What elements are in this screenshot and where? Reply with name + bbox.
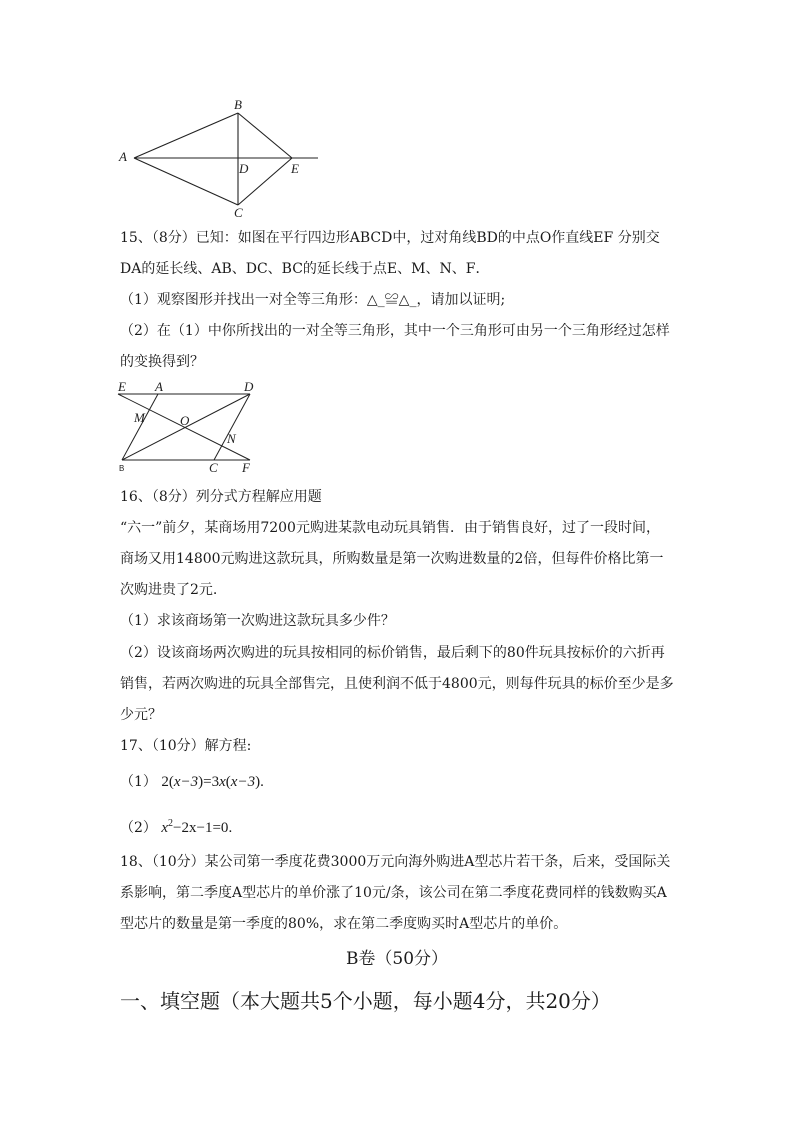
q18-line1: 18、（10分）某公司第一季度花费3000万元向海外购进A型芯片若干条，后来，受国际关 (120, 854, 671, 870)
q16-part2-line2: 销售，若两次购进的玩具全部售完，且使利润不低于4800元，则每件玩具的标价至少是多 (120, 676, 674, 692)
eq2-rest: −2x−1=0 (173, 820, 229, 836)
eq2-exp: 2 (168, 818, 174, 829)
label-O: O (180, 413, 190, 428)
segment-AB (134, 113, 238, 158)
q15-part1: （1）观察图形并找出一对全等三角形：△_≌△_，请加以证明; (120, 292, 506, 308)
label-C: C (234, 205, 243, 220)
label-C: C (209, 460, 218, 475)
segment-AC (134, 158, 238, 205)
label-E: E (291, 161, 299, 176)
label-B: B (119, 464, 125, 473)
section-b-heading: B卷（50分） (345, 949, 449, 969)
label-D: D (239, 161, 249, 176)
eq1-inner: x−3 (173, 774, 199, 790)
segment-AB (122, 394, 158, 460)
q15-line1: 15、（8分）已知：如图在平行四边形ABCD中，过对角线BD的中点O作直线EF 分别交 (120, 230, 660, 246)
section-one-heading: 一、填空题（本大题共5个小题，每小题4分，共20分） (120, 989, 611, 1013)
eq1-var: x (219, 774, 226, 790)
q18-line3: 型芯片的数量是第一季度的80%，求在第二季度购买时A型芯片的单价。 (120, 916, 568, 932)
label-B: B (234, 97, 242, 112)
q16-part2-line1: （2）设该商场两次购进的玩具按相同的标价销售，最后剩下的80件玩具按标价的六折再 (120, 645, 665, 661)
figure-kite (110, 95, 330, 220)
q17-part1-label: （1） (120, 774, 157, 790)
label-D: D (244, 380, 254, 394)
segment-DC (214, 394, 250, 460)
label-A: A (119, 149, 127, 164)
q16-line2: 商场又用14800元购进这款玩具，所购数量是第一次购进数量的2倍，但每件价格比第一 (120, 551, 664, 567)
q17-part2 (120, 814, 680, 838)
q16-line3: 次购进贵了2元. (120, 582, 218, 598)
figure-parallelogram (110, 380, 270, 475)
eq1-inner2: x−3 (230, 774, 256, 790)
q17-equation-1: 2(x−3)=3x(x−3). (161, 774, 264, 790)
label-E: E (118, 380, 126, 394)
q16-line1: “六一”前夕，某商场用7200元购进某款电动玩具销售．由于销售良好，过了一段时间， (120, 520, 660, 536)
q17-equation-2: $x^2-2x-1=0$. (161, 818, 233, 836)
q16-title: 16、（8分）列分式方程解应用题 (120, 489, 322, 505)
eq2-var: x (161, 820, 169, 836)
segment-BE (238, 113, 292, 158)
q15-part2-line2: 的变换得到？ (120, 354, 204, 370)
label-M: M (134, 410, 145, 425)
q16-part2-line3: 少元？ (120, 707, 162, 723)
q15-part2-line1: （2）在（1）中你所找出的一对全等三角形，其中一个三角形可由另一个三角形经过怎样 (120, 323, 670, 339)
q17-part2-label: （2） (120, 820, 157, 836)
q18-line2: 系影响，第二季度A型芯片的单价涨了10元/条，该公司在第二季度花费同样的钱数购买A (120, 885, 667, 901)
q15-line2: DA的延长线、AB、DC、BC的延长线于点E、M、N、F． (120, 261, 490, 277)
label-F: F (242, 460, 250, 475)
q17-part1 (120, 772, 680, 792)
q16-part1: （1）求该商场第一次购进这款玩具多少件？ (120, 613, 395, 629)
label-N: N (227, 431, 236, 446)
eq1-coef: 2 (161, 774, 169, 790)
label-A: A (155, 380, 163, 394)
eq1-eq: =3 (203, 774, 220, 790)
q17-title: 17、（10分）解方程: (120, 738, 252, 754)
